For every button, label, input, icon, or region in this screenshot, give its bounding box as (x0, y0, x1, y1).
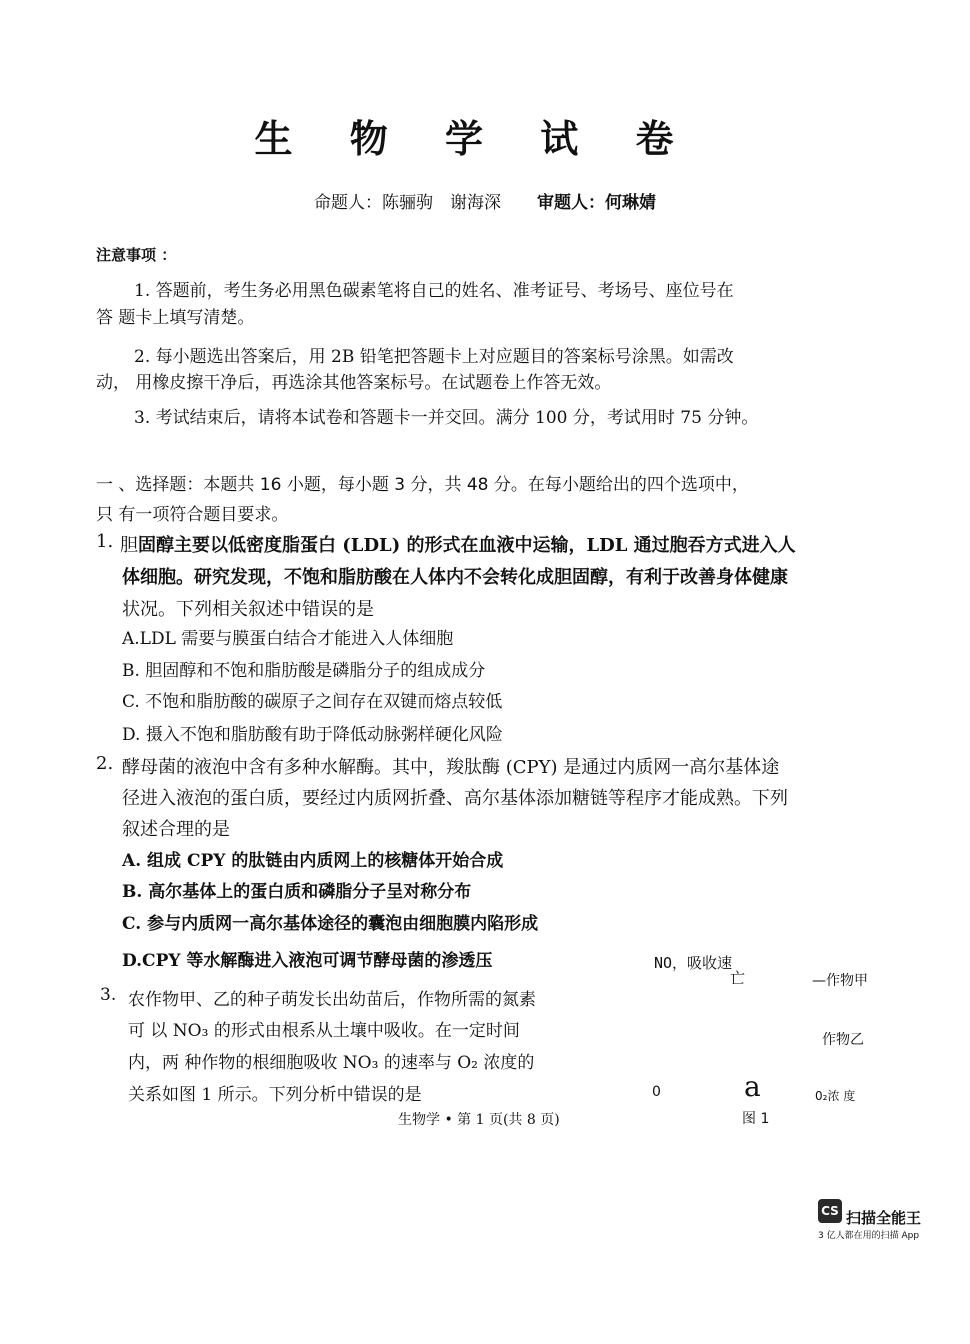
question-2-number: 2. (96, 753, 114, 774)
question-1-option-c: C. 不饱和脂肪酸的碳原子之间存在双键而熔点较低 (122, 692, 503, 712)
figure-caption: 图 1 (742, 1111, 770, 1127)
question-2-line2: 径进入液泡的蛋白质，要经过内质网折叠、高尔基体添加糖链等程序才能成熟。下列 (122, 788, 788, 809)
figure-ylabel: NO，吸收速 (654, 954, 733, 972)
question-3-line1: 农作物甲、乙的种子萌发长出幼苗后，作物所需的氮素 (128, 990, 536, 1010)
notice-heading: 注意事项 ： (96, 246, 177, 264)
authors-line (0, 188, 970, 213)
question-1-line1-rest: 固醇主要以低密度脂蛋白 (LDL) 的形式在血液中运输，LDL 通过胞吞方式进入人 (138, 535, 796, 556)
question-2-option-c: C. 参与内质网一高尔基体途径的囊泡由细胞膜内陷形成 (122, 914, 539, 934)
question-3-line3: 内，两 种作物的根细胞吸收 NO₃ 的速率与 O₂ 浓度的 (128, 1053, 535, 1073)
question-1-line2: 体细胞。研究发现，不饱和脂肪酸在人体内不会转化成胆固醇，有利于改善身体健康 (122, 567, 788, 588)
watermark-slogan: 3 亿人都在用的扫描 App (818, 1231, 920, 1241)
section-heading-line2: 只 有一项符合题目要求。 (96, 505, 289, 525)
notice-item-1-line1: 1. 答题前，考生务必用黑色碳素笔将自己的姓名、准考证号、考场号、座位号在 (134, 281, 734, 301)
figure-xlabel: 0₂浓 度 (815, 1089, 856, 1103)
notice-item-2-line2: 动， 用橡皮擦干净后，再选涂其他答案标号。在试题卷上作答无效。 (96, 373, 612, 393)
watermark-name: 扫描全能王 (846, 1209, 922, 1227)
question-3-number: 3. (100, 985, 117, 1005)
reviewer-label: 审题人：何琳婧 (537, 193, 656, 213)
page-title: 生 物 学 试 卷 (254, 116, 696, 161)
figure-point-a: a (744, 1070, 761, 1103)
figure-origin: 0 (652, 1084, 661, 1100)
question-1-option-b: B. 胆固醇和不饱和脂肪酸是磷脂分子的组成成分 (122, 661, 486, 681)
question-3-line2: 可 以 NO₃ 的形式由根系从土壤中吸收。在一定时间 (128, 1021, 520, 1041)
notice-item-2-line1: 2. 每小题选出答案后，用 2B 铅笔把答题卡上对应题目的答案标号涂黑。如需改 (134, 347, 734, 367)
question-1-line3: 状况。下列相关叙述中错误的是 (122, 599, 374, 620)
question-1-option-a: A.LDL 需要与膜蛋白结合才能进入人体细胞 (122, 629, 454, 649)
notice-item-3-line1: 3. 考试结束后，请将本试卷和答题卡一并交回。满分 100 分，考试用时 75 分钟。 (134, 408, 759, 428)
figure-label-crop-a: —作物甲 (812, 973, 868, 989)
notice-item-1-line2: 答 题卡上填写清楚。 (96, 308, 255, 328)
figure-label-crop-b: 作物乙 (822, 1032, 864, 1048)
camscanner-logo: CS (818, 1199, 842, 1223)
question-2-line1: 酵母菌的液泡中含有多种水解酶。其中，羧肽酶 (CPY) 是通过内质网一高尔基体途 (122, 757, 780, 778)
question-2-line3: 叙述合理的是 (122, 819, 230, 840)
question-3-line4: 关系如图 1 所示。下列分析中错误的是 (128, 1085, 422, 1105)
authors-label: 命题人：陈骊驹 谢海深 (314, 193, 501, 213)
question-1-line1 (120, 531, 796, 557)
question-2-option-b: B. 高尔基体上的蛋白质和磷脂分子呈对称分布 (122, 882, 472, 902)
question-2-option-d: D.CPY 等水解酶进入液泡可调节酵母菌的渗透压 (122, 951, 493, 971)
figure-ylabel-cut: 亡 (730, 969, 746, 987)
question-1-line1-start: 胆 (120, 535, 138, 556)
question-2-option-a: A. 组成 CPY 的肽链由内质网上的核糖体开始合成 (122, 851, 504, 871)
section-heading-line1: 一 、选择题：本题共 16 小题，每小题 3 分，共 48 分。在每小题给出的四个选项中， (96, 475, 749, 495)
question-1-number: 1. (96, 531, 114, 552)
question-1-option-d: D. 摄入不饱和脂肪酸有助于降低动脉粥样硬化风险 (122, 725, 503, 745)
page-footer: 生物学 • 第 1 页(共 8 页) (398, 1112, 560, 1128)
